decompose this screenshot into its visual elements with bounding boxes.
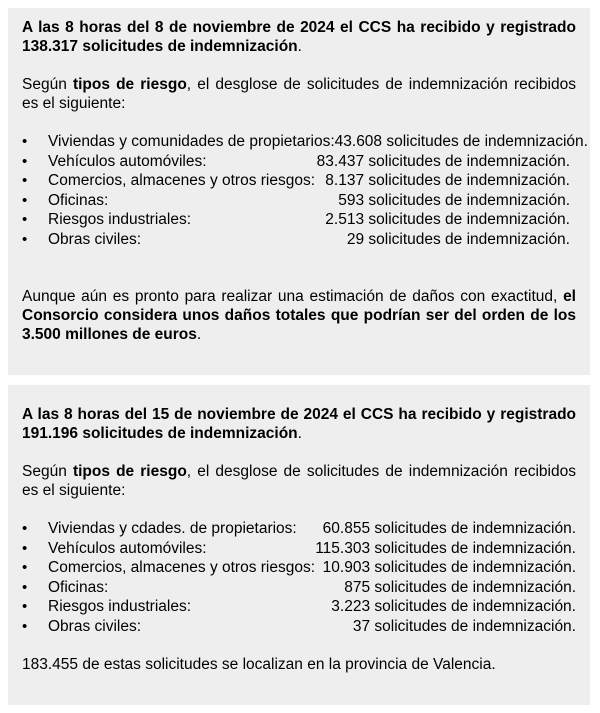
list-item <box>22 152 570 172</box>
headline-text: A las 8 horas del 8 de noviembre de 2024 el CCS ha recibido y registrado <box>22 19 576 36</box>
claims-count: 10.903 solicitudes de indemnización. <box>322 559 576 576</box>
list-item <box>22 210 570 230</box>
risk-type-label: Oficinas: <box>48 191 109 209</box>
intro-emphasis: tipos de riesgo <box>72 463 187 480</box>
list-item <box>22 617 576 637</box>
risk-type-label: Comercios, almacenes y otros riesgos: <box>48 172 316 189</box>
report-panel-nov-15 <box>8 385 590 705</box>
list-item <box>22 519 576 539</box>
risk-type-label: Obras civiles: <box>48 230 142 248</box>
list-item <box>22 558 576 578</box>
estimate-emphasis: el Consorcio considera unos daños totales que podrían ser del orden de los 3.500 millones de euros <box>22 288 576 343</box>
damage-estimate-paragraph <box>22 287 576 344</box>
valencia-claims-note: 183.455 de estas solicitudes se localizan en la provincia de Valencia. <box>22 656 496 673</box>
bullet-icon <box>22 230 48 250</box>
bullet-icon <box>22 191 48 211</box>
claims-count: 43.608 solicitudes de indemnización. <box>334 133 588 150</box>
report-headline <box>22 405 576 443</box>
risk-type-label: Viviendas y cdades. de propietarios: <box>48 520 297 537</box>
estimate-end: . <box>196 326 202 343</box>
headline-end: . <box>297 38 302 55</box>
report-panel-nov-8 <box>8 8 590 375</box>
claims-count: 83.437 solicitudes de indemnización. <box>316 152 570 170</box>
claims-count: 115.303 solicitudes de indemnización. <box>315 539 576 557</box>
headline-end: . <box>297 425 302 442</box>
bullet-icon <box>22 132 48 152</box>
list-item <box>22 578 576 598</box>
claims-count: 37 solicitudes de indemnización. <box>352 617 576 635</box>
bullet-icon <box>22 597 48 617</box>
intro-text: Según <box>22 76 73 93</box>
list-item <box>22 230 570 250</box>
claims-count: 3.223 solicitudes de indemnización. <box>331 598 576 615</box>
claims-count: 875 solicitudes de indemnización. <box>344 578 576 596</box>
bullet-icon <box>22 171 48 191</box>
headline-total: 191.196 solicitudes de indemnización <box>22 425 298 442</box>
claims-count: 60.855 solicitudes de indemnización. <box>322 520 576 537</box>
report-headline <box>22 18 576 56</box>
intro-text: Según <box>22 463 73 480</box>
claims-count: 2.513 solicitudes de indemnización. <box>325 211 570 228</box>
intro-text-rest: , el desglose de solicitudes de indemnización recibidos es el siguiente: <box>22 463 576 499</box>
intro-paragraph <box>22 75 576 113</box>
bullet-icon <box>22 617 48 637</box>
risk-type-label: Viviendas y comunidades de propietarios: <box>48 133 335 150</box>
claims-count: 593 solicitudes de indemnización. <box>338 191 570 209</box>
claims-count: 8.137 solicitudes de indemnización. <box>325 172 570 189</box>
risk-type-label: Obras civiles: <box>48 617 142 635</box>
list-item <box>22 132 588 152</box>
bullet-icon <box>22 578 48 598</box>
list-item <box>22 539 576 559</box>
risk-type-label: Riesgos industriales: <box>48 211 192 228</box>
bullet-icon <box>22 558 48 578</box>
risk-type-label: Vehículos automóviles: <box>48 539 207 557</box>
intro-paragraph <box>22 462 576 500</box>
risk-breakdown-list <box>22 519 576 636</box>
headline-text: A las 8 horas del 15 de noviembre de 2024 el CCS ha recibido y registrado <box>22 406 576 423</box>
risk-type-label: Vehículos automóviles: <box>48 152 207 170</box>
risk-type-label: Comercios, almacenes y otros riesgos: <box>48 559 316 576</box>
bullet-icon <box>22 210 48 230</box>
list-item <box>22 191 570 211</box>
bullet-icon <box>22 152 48 172</box>
list-item <box>22 597 576 617</box>
risk-breakdown-list <box>22 132 588 249</box>
claims-count: 29 solicitudes de indemnización. <box>346 230 570 248</box>
risk-type-label: Riesgos industriales: <box>48 598 192 615</box>
list-item <box>22 171 570 191</box>
intro-text-rest: , el desglose de solicitudes de indemnización recibidos es el siguiente: <box>22 76 576 112</box>
bullet-icon <box>22 519 48 539</box>
risk-type-label: Oficinas: <box>48 578 109 596</box>
estimate-text: Aunque aún es pronto para realizar una estimación de daños con exactitud, <box>22 288 564 305</box>
headline-total: 138.317 solicitudes de indemnización <box>22 38 298 55</box>
bullet-icon <box>22 539 48 559</box>
intro-emphasis: tipos de riesgo <box>72 76 187 93</box>
